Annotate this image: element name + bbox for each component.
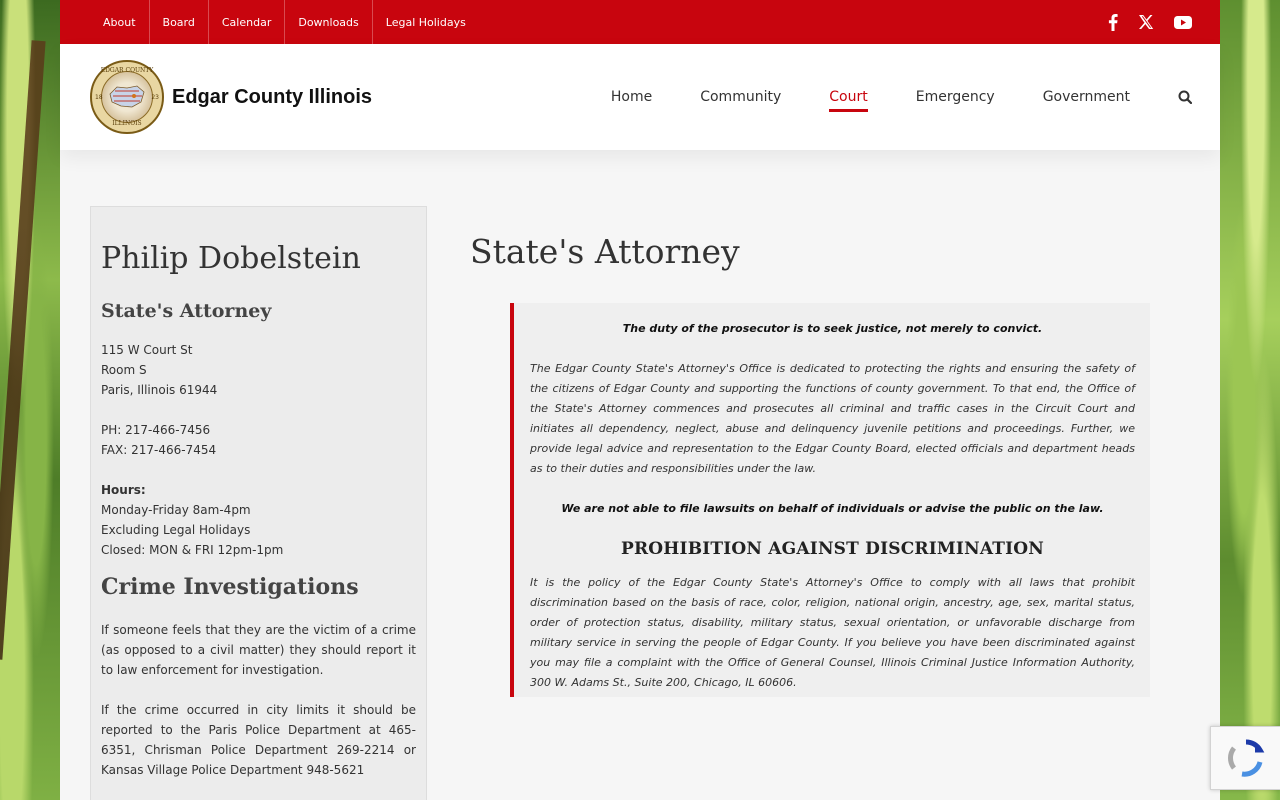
address-line: Room S [101, 363, 147, 377]
seal-bottom-text: ILLINOIS [112, 120, 142, 127]
county-seal [90, 60, 164, 134]
discrimination-heading: PROHIBITION AGAINST DISCRIMINATION [620, 539, 1045, 559]
crime-investigations-heading: Crime Investigations [101, 574, 359, 600]
nav-emergency[interactable]: Emergency [915, 89, 995, 105]
top-nav-about[interactable]: About [103, 15, 136, 29]
mission-box [510, 303, 1150, 697]
crime-paragraph-2: If the crime occurred in city limits it should be reported to the Paris Police Department at 465-6351, Chrisman Police Department 269-2214 or Kansas Village Police Department 948-5621 [101, 703, 416, 777]
page-title: State's Attorney [470, 232, 740, 271]
hours-line: Excluding Legal Holidays [101, 523, 251, 537]
seal-map-icon [101, 71, 153, 123]
official-role: State's Attorney [101, 300, 272, 322]
nav-home[interactable]: Home [610, 89, 653, 105]
hours-label: Hours: [101, 483, 146, 497]
nav-court[interactable]: Court [805, 44, 891, 150]
address-line: 115 W Court St [101, 343, 193, 357]
top-nav-calendar[interactable]: Calendar [208, 0, 284, 44]
header [60, 44, 1220, 150]
hours-line: Closed: MON & FRI 12pm-1pm [101, 543, 284, 557]
seal-top-text: EDGAR COUNTY [100, 67, 154, 74]
seal-year-left: 18 [95, 94, 103, 101]
mission-quote: The duty of the prosecutor is to seek justice, not merely to convict. [622, 322, 1043, 335]
fax-number: FAX: 217-466-7454 [101, 443, 217, 457]
top-nav-legal-holidays[interactable]: Legal Holidays [372, 0, 479, 44]
search-icon[interactable] [1154, 44, 1192, 150]
facebook-icon[interactable] [1108, 14, 1118, 31]
site-logo[interactable] [90, 60, 372, 134]
contact-sidebar [90, 206, 427, 800]
page-wrapper [60, 0, 1220, 800]
nav-government[interactable]: Government [1042, 89, 1130, 105]
discrimination-paragraph: It is the policy of the Edgar County State's Attorney's Office to comply with all laws that prohibit discrimination based on the basis of race, color, religion, national origin, ancestry, age, sex, marital status, order of protection status, disability, military status, sexual orientation, or unfavorable discharge from military service in serving the people of Edgar County. If you believe you have been discriminated against you may file a complaint with the Office of General Counsel, Illinois Criminal Justice Information Authority, 300 W. Adams St., Suite 200, Chicago, IL 60606. [530, 576, 1135, 689]
recaptcha-badge[interactable] [1210, 726, 1280, 790]
background-foliage-right [1220, 0, 1280, 800]
legal-notice: We are not able to file lawsuits on behalf of individuals or advise the public on the law. [561, 502, 1104, 515]
mission-paragraph: The Edgar County State's Attorney's Office is dedicated to protecting the rights and ensuring the safety of the citizens of Edgar County and supporting the functions of county government. To that end, the Office of the State's Attorney commences and prosecutes all criminal and traffic cases in the Circuit Court and initiates all dependency, neglect, abuse and delinquency juvenile petitions and proceedings. Further, we provide legal advice and representation to the Edgar County Board, elected officials and department heads as to their duties and responsibilities under the law. [530, 362, 1135, 475]
seal-year-right: 23 [151, 94, 159, 101]
top-bar [60, 0, 1220, 44]
top-nav-board[interactable]: Board [149, 0, 208, 44]
youtube-icon[interactable] [1174, 16, 1192, 29]
background-foliage-left [0, 0, 60, 800]
crime-paragraph-1: If someone feels that they are the victim of a crime (as opposed to a civil matter) they should report it to law enforcement for investigation. [101, 623, 416, 677]
social-links [1108, 14, 1192, 31]
main-nav [587, 44, 1192, 150]
nav-community[interactable]: Community [700, 89, 782, 105]
site-title: Edgar County Illinois [172, 85, 373, 108]
recaptcha-icon [1226, 738, 1266, 778]
phone-number: PH: 217-466-7456 [101, 423, 211, 437]
main-content [470, 232, 1160, 689]
top-nav-downloads[interactable]: Downloads [284, 0, 371, 44]
address-block [101, 340, 416, 560]
x-twitter-icon[interactable] [1138, 14, 1154, 30]
address-line: Paris, Illinois 61944 [101, 383, 218, 397]
hours-line: Monday-Friday 8am-4pm [101, 503, 251, 517]
top-nav [90, 0, 479, 44]
official-name: Philip Dobelstein [101, 241, 361, 276]
